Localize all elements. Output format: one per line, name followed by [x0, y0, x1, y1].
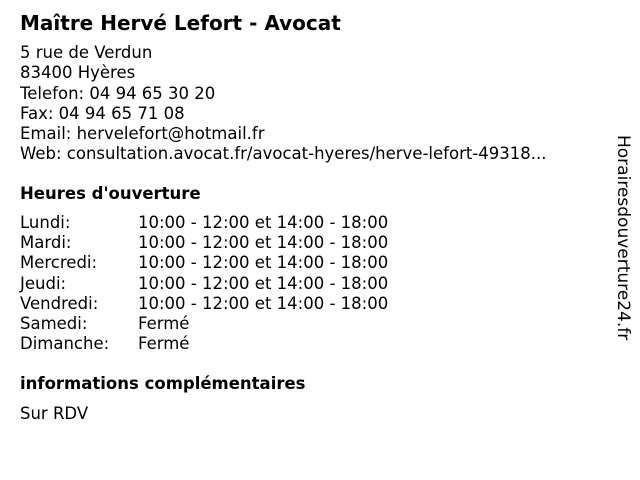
phone-number: Telefon: 04 94 65 30 20: [20, 83, 216, 103]
website-address: Web: consultation.avocat.fr/avocat-hyeres/herve-lefort-49318...: [20, 144, 547, 164]
hours-day: Samedi:: [20, 313, 88, 333]
page-title: Maître Hervé Lefort - Avocat: [20, 11, 341, 35]
hours-time: Fermé: [138, 334, 190, 354]
additional-info-heading: informations complémentaires: [20, 374, 306, 393]
fax-number: Fax: 04 94 65 71 08: [20, 103, 185, 123]
hours-time: Fermé: [138, 313, 190, 333]
hours-row-mercredi: [20, 253, 440, 273]
hours-day: Mardi:: [20, 233, 72, 253]
hours-day: Dimanche:: [20, 334, 110, 354]
hours-row-mardi: [20, 233, 440, 253]
opening-hours-heading: Heures d'ouverture: [20, 184, 201, 203]
street-address: 5 rue de Verdun: [20, 43, 153, 62]
additional-info-text: Sur RDV: [20, 404, 89, 423]
hours-row-jeudi: [20, 274, 440, 294]
hours-time: 10:00 - 12:00 et 14:00 - 18:00: [138, 293, 389, 313]
hours-day: Lundi:: [20, 213, 71, 232]
hours-row-samedi: [20, 314, 440, 334]
watermark-text: Horairesdouverture24.fr: [613, 135, 633, 341]
hours-time: 10:00 - 12:00 et 14:00 - 18:00: [138, 253, 389, 273]
hours-row-vendredi: [20, 294, 440, 314]
hours-row-lundi: [20, 213, 440, 233]
hours-time: 10:00 - 12:00 et 14:00 - 18:00: [138, 213, 389, 232]
opening-hours-table: [20, 213, 440, 354]
site-watermark: [612, 135, 634, 370]
hours-day: Mercredi:: [20, 253, 98, 273]
contact-details: [20, 43, 547, 165]
email-address: Email: hervelefort@hotmail.fr: [20, 124, 265, 144]
city-postcode: 83400 Hyères: [20, 63, 136, 83]
hours-time: 10:00 - 12:00 et 14:00 - 18:00: [138, 233, 389, 253]
hours-day: Vendredi:: [20, 293, 99, 313]
hours-row-dimanche: [20, 334, 440, 354]
hours-time: 10:00 - 12:00 et 14:00 - 18:00: [138, 273, 389, 293]
hours-day: Jeudi:: [20, 273, 67, 293]
